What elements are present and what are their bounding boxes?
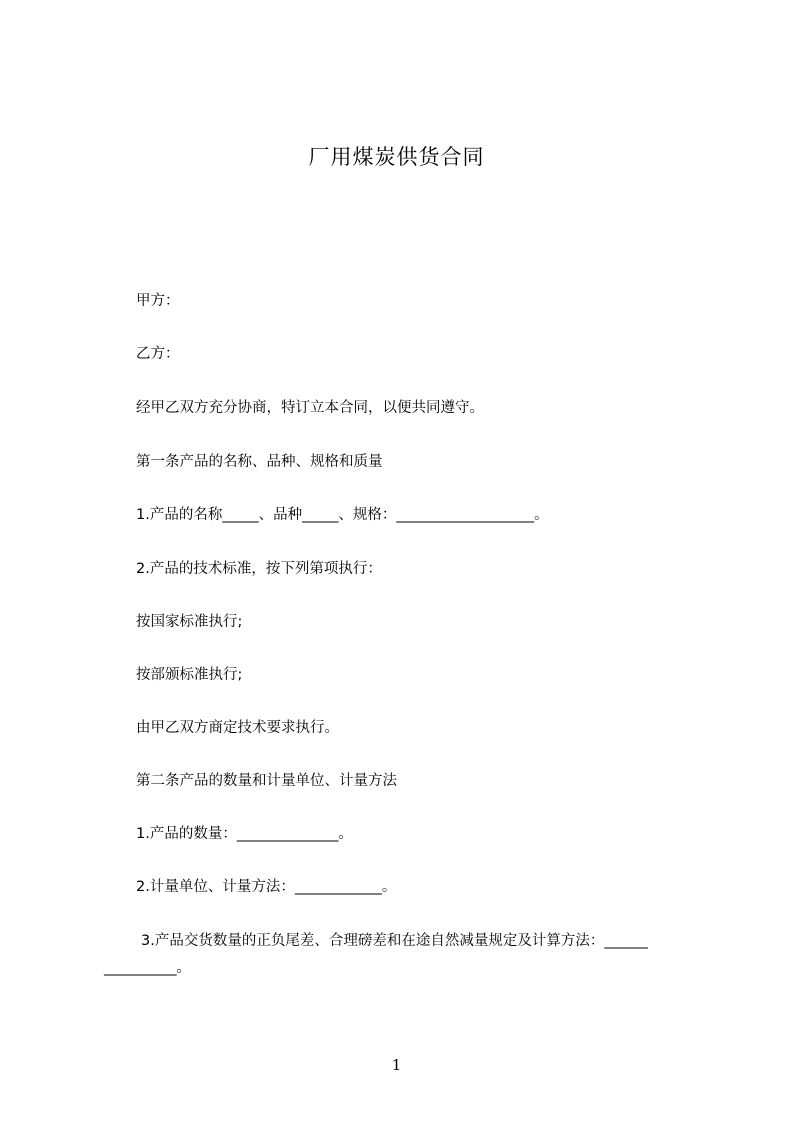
standard-option-national: 按国家标准执行; [136, 614, 243, 630]
article-1-item-1: 1.产品的名称_____、品种_____、规格：___________________。 [136, 507, 549, 523]
standard-option-ministry: 按部颁标准执行; [136, 667, 243, 683]
preamble-paragraph: 经甲乙双方充分协商，特订立本合同，以便共同遵守。 [136, 400, 484, 416]
party-a-line: 甲方： [136, 293, 180, 309]
article-2-item-1: 1.产品的数量：______________。 [136, 826, 353, 842]
party-b-line: 乙方： [136, 346, 180, 362]
page-number: 1 [391, 1056, 402, 1074]
article-2-heading: 第二条产品的数量和计量单位、计量方法 [136, 773, 397, 789]
article-1-item-2: 2.产品的技术标准，按下列第项执行： [136, 561, 382, 577]
article-1-heading: 第一条产品的名称、品种、规格和质量 [136, 454, 383, 470]
document-title: 厂用煤炭供货合同 [308, 145, 485, 169]
article-2-item-2: 2.计量单位、计量方法：____________。 [136, 879, 397, 895]
standard-option-negotiated: 由甲乙双方商定技术要求执行。 [136, 720, 339, 736]
article-2-item-3-continuation: __________。 [104, 960, 191, 976]
article-2-item-3: 3.产品交货数量的正负尾差、合理磅差和在途自然减量规定及计算方法：______ [141, 933, 648, 949]
